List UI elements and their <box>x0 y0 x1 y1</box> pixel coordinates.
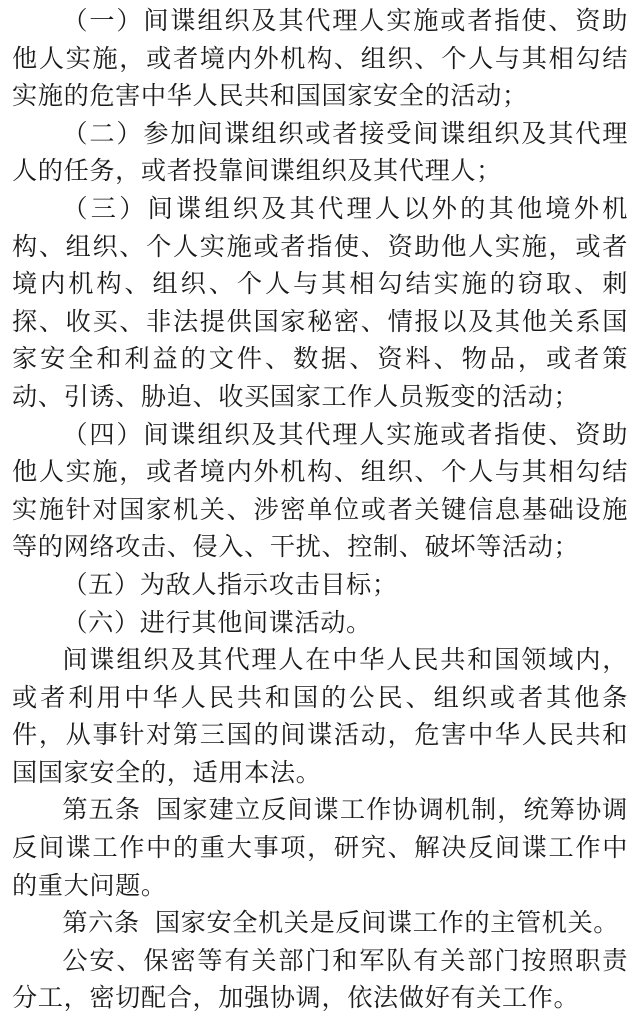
clause-3: （三）间谍组织及其代理人以外的其他境外机构、组织、个人实施或者指使、资助他人实施，或者境内机构、组织、个人与其相勾结实施的窃取、刺探、收买、非法提供国家秘密、情报以及其他关系国家安全和利益的文件、数据、资料、物品，或者策动、引诱、胁迫、收买国家工作人员叛变的活动； <box>12 193 628 411</box>
article-5-number: 第五条 <box>62 795 142 825</box>
article-6-number: 第六条 <box>62 908 140 938</box>
clause-1: （一）间谍组织及其代理人实施或者指使、资助他人实施，或者境内外机构、组织、个人与其相勾结实施的危害中华人民共和国国家安全的活动； <box>12 6 628 111</box>
closing-paragraph: 公安、保密等有关部门和军队有关部门按照职责分工，密切配合，加强协调，依法做好有关工作。 <box>12 945 628 1013</box>
clause-5: （五）为敌人指示攻击目标； <box>62 569 398 599</box>
third-country-paragraph: 间谍组织及其代理人在中华人民共和国领域内，或者利用中华人民共和国的公民、组织或者其他条件，从事针对第三国的间谍活动，危害中华人民共和国国家安全的，适用本法。 <box>12 645 628 787</box>
article-5-text: 国家建立反间谍工作协调机制，统筹协调反间谍工作中的重大事项，研究、解决反间谍工作中的重大问题。 <box>12 795 628 900</box>
article-6-text: 国家安全机关是反间谍工作的主管机关。 <box>154 908 620 938</box>
article-5 <box>12 791 628 904</box>
clause-6: （六）进行其他间谍活动。 <box>62 607 372 637</box>
clause-2: （二）参加间谍组织或者接受间谍组织及其代理人的任务，或者投靠间谍组织及其代理人； <box>12 118 628 186</box>
article-6 <box>12 904 628 942</box>
clause-4: （四）间谍组织及其代理人实施或者指使、资助他人实施，或者境内外机构、组织、个人与其相勾结实施针对国家机关、涉密单位或者关键信息基础设施等的网络攻击、侵入、干扰、控制、破坏等活动； <box>12 419 628 562</box>
